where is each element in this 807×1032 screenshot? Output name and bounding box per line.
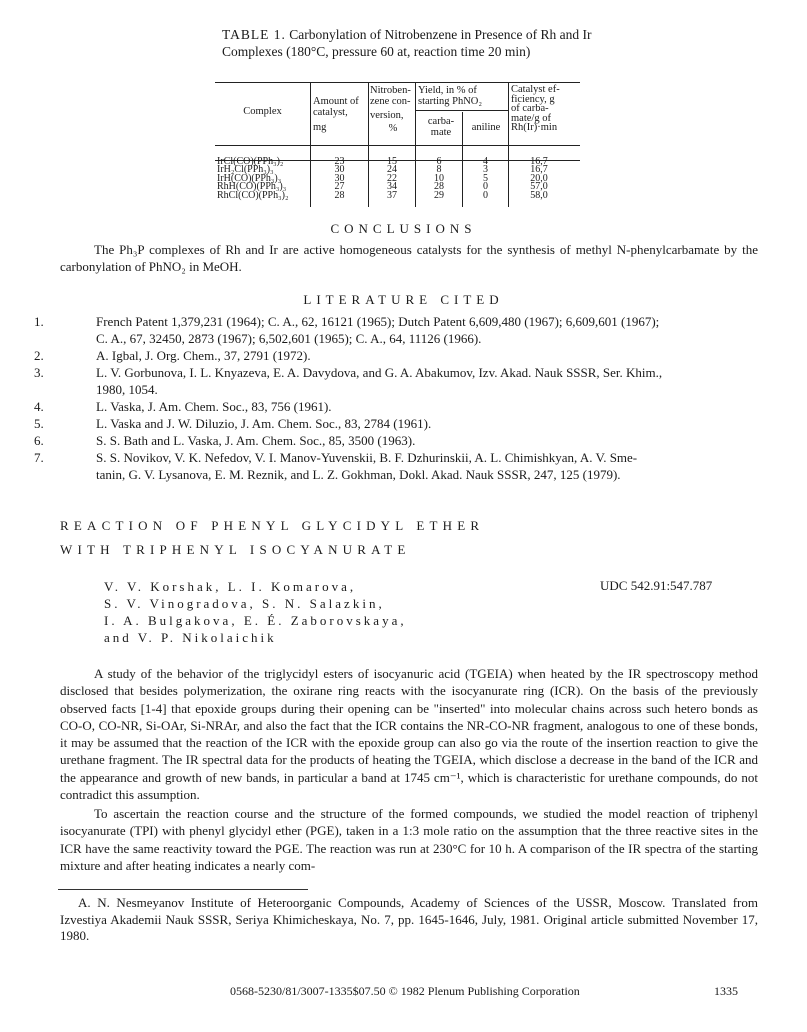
table-cell: 37 [387, 189, 397, 201]
col-complex [217, 158, 309, 200]
page-number: 1335 [714, 984, 738, 998]
table-cell: 8 [436, 164, 442, 176]
table-cell: 24 [387, 164, 397, 176]
body-paragraph-1: A study of the behavior of the triglycidyl esters of isocyanuric acid (TGEIA) when heated by the IR spectroscopy method disclosed that besides polymerization, the oxirane ring reacts with the isocyanurate ring (ICR). On the basis of the previously observed facts [1-4] that epoxide groups during their opening can be "inserted" into molecular chains across such hetero bonds as CO-O, CO-NR, Si-OAr, Si-NRAr, and also the fact that the ICR contains the NR-CO-NR fragment, analogous to one of these bonds, it may be assumed that the reaction of the ICR with the epoxide group can also go via the route of the insertion reaction to give the urethane fragment. The IR spectral data for the products of heating the TGEIA, which disclose a decrease in the band of the ICR and the appearance and growth of new bands, in particular a band at 1745 cm⁻¹, which is characteristic for urethane compounds, do not contradict this assumption. [60, 666, 758, 803]
table-cell: IrH(CO)(PPh₃)₃ [217, 172, 282, 184]
table-cell: 15 [387, 156, 397, 167]
conclusions-text: The Ph₃P complexes of Rh and Ir are active homogeneous catalysts for the synthesis of methyl N-phenylcarbamate by the carbonylation of PhNO₂ in MeOH. [60, 242, 758, 275]
table-cell: 28 [434, 181, 444, 193]
table-cell: 22 [387, 172, 397, 184]
table-cell: 16,7 [530, 156, 548, 167]
table-cell: 20,0 [530, 172, 548, 184]
table-cell: 10 [434, 172, 444, 184]
table-caption-text: Carbonylation of Nitrobenzene in Presence of Rh and Ir Complexes (180°C, pressure 60 at, reaction time 20 min) [222, 27, 592, 59]
reference-list: 1. French Patent 1,379,231 (1964); C. A., 62, 16121 (1965); Dutch Patent 6,609,480 (1967); 6,609,601 (1967); C. A., 67, 32450, 2873 (1967); 6,502,601 (1965); C. A., 64, 11126 (1966). 2. A. Igbal, J. Org. Chem., 37, 2791 (1972). 3. L. V. Gorbunova, I. L. Knyazeva, E. A. Davydova, and G. A. Abakumov, Izv. Akad. Nauk SSSR, Ser. Khim., 1980, 1054. 4. L. Vaska, J. Am. Chem. Soc., 83, 756 (1961). 5. L. Vaska and J. W. Diluzio, J. Am. Chem. Soc., 83, 2784 (1961). 6. S. S. Bath and L. Vaska, J. Am. Chem. Soc., 85, 3500 (1963). 7. S. S. Novikov, V. K. Nefedov, V. I. Manov-Yuvenskii, B. F. Dzhurinskii, A. L. Chimishkyan, A. V. Sme- tanin, G. V. Lysanova, E. M. Reznik, and L. Z. Gokhman, Dokl. Akad. Nauk SSSR, 247, 125 (1979). [34, 314, 663, 482]
table-cell: RhCl(CO)(PPh₃)₂ [217, 189, 289, 201]
author-list [104, 578, 407, 646]
header-yield: Yield, in % of starting PhNO₂ [418, 85, 483, 107]
table-cell: 5 [483, 172, 488, 184]
table-caption [222, 26, 602, 60]
table-cell: 3 [483, 164, 488, 176]
table-cell: 6 [436, 156, 442, 167]
col-efficiency [509, 158, 569, 200]
literature-heading: LITERATURE CITED [303, 292, 504, 307]
table-cell: 0 [483, 189, 488, 201]
author-line: V. V. Korshak, L. I. Komarova, [104, 579, 357, 594]
table-cell: 27 [334, 181, 345, 193]
col-amount [311, 158, 368, 200]
header-conversion: Nitroben- zene con- version, % [370, 85, 411, 134]
footnote: A. N. Nesmeyanov Institute of Heteroorganic Compounds, Academy of Sciences of the USSR, Moscow. Translated from Izvestiya Akademii Nauk SSSR, Seriya Khimicheskaya, No. 7, pp. 1645-1646, July, 1981. Original article submitted November 17, 1980. [60, 895, 758, 943]
publisher-line: 0568-5230/81/3007-1335$07.50 © 1982 Plenum Publishing Corporation [230, 984, 580, 998]
table-cell: 29 [434, 189, 444, 201]
conclusions-heading: CONCLUSIONS [330, 221, 477, 236]
udc-code: UDC 542.91:547.787 [600, 578, 713, 593]
table-cell: 58,0 [530, 189, 548, 201]
table-cell: RhH(CO)(PPh₃)₃ [217, 181, 287, 193]
header-efficiency: Catalyst ef- ficiency, g of carba- mate/g of Rh(Ir)·min [511, 84, 560, 133]
header-complex: Complex [243, 106, 282, 117]
table-cell: 30 [334, 172, 345, 184]
table-cell: 30 [334, 164, 345, 176]
article-title-line2: WITH TRIPHENYL ISOCYANURATE [60, 542, 411, 557]
table-cell: IrH₂Cl(PPh₃)₃ [217, 164, 274, 176]
table-cell: 57,0 [530, 181, 548, 193]
col-conversion [369, 158, 415, 200]
header-amount: Amount of catalyst, mg [313, 96, 359, 133]
table-cell: 23 [334, 156, 345, 167]
author-line: and V. P. Nikolaichik [104, 630, 277, 645]
author-line: S. V. Vinogradova, S. N. Salazkin, [104, 596, 385, 611]
table-caption-lead: TABLE 1. [222, 27, 286, 42]
col-aniline [463, 158, 508, 200]
header-aniline: aniline [471, 122, 501, 133]
col-carbamate [416, 158, 462, 200]
table-cell: 16,7 [530, 164, 548, 176]
article-title-line1: REACTION OF PHENYL GLYCIDYL ETHER [60, 518, 485, 533]
table-cell: 34 [387, 181, 397, 193]
table-cell: 28 [334, 189, 345, 201]
header-carbamate: carba- mate [427, 116, 455, 138]
table-cell: 4 [483, 156, 488, 167]
table-cell: 0 [483, 181, 488, 193]
footnote-rule [58, 889, 308, 890]
body-paragraph-2: To ascertain the reaction course and the structure of the formed compounds, we studied the model reaction of triphenyl isocyanurate (TPI) with phenyl glycidyl ether (PGE), taken in a 1:3 mole ratio on the assumption that the three reactive sites in the ICR have the same reactivity toward the PGE. The reaction was run at 230°C for 10 h. A comparison of the IR spectra of the starting mixture and after heating indicates a nearly com- [60, 806, 758, 873]
author-line: I. A. Bulgakova, E. É. Zaborovskaya, [104, 613, 407, 628]
table-cell: IrCl(CO)(PPh₃)₂ [217, 156, 284, 167]
